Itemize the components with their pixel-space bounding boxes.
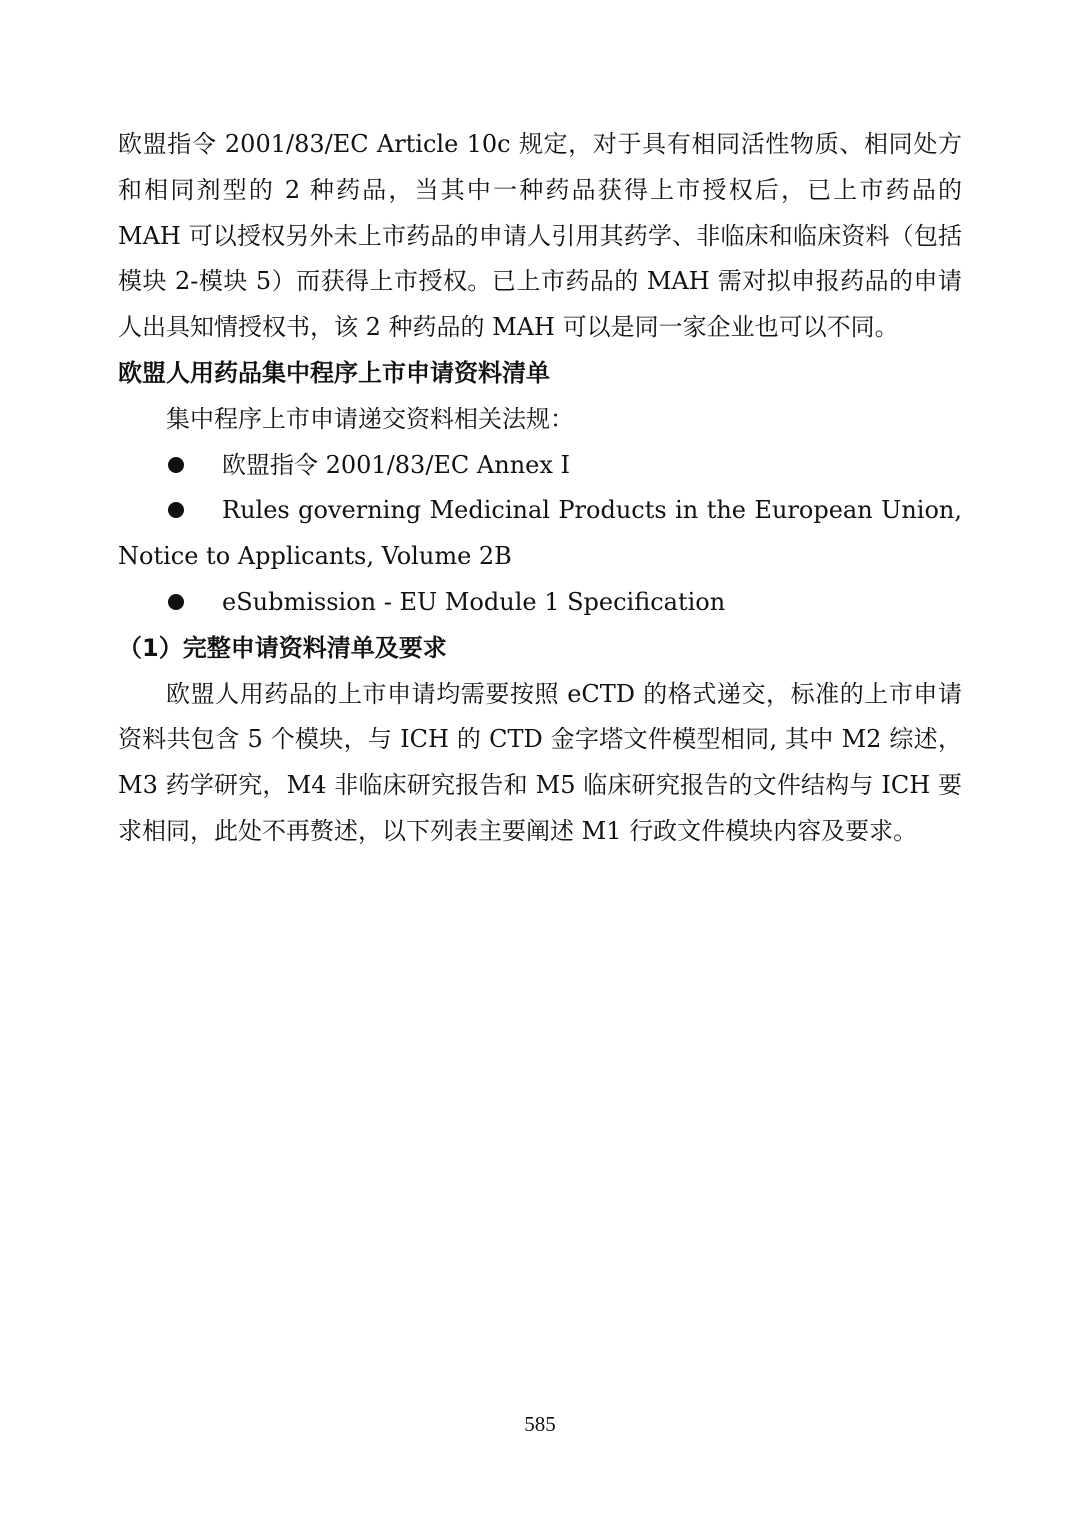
bullet-item-directive-annex xyxy=(118,443,962,489)
bullet-dot-icon xyxy=(168,502,184,518)
paragraph-article-10c: 欧盟指令 2001/83/EC Article 10c 规定，对于具有相同活性物质、相同处方和相同剂型的 2 种药品，当其中一种药品获得上市授权后，已上市药品的 MAH 可以授权另外未上市药品的申请人引用其药学、非临床和临床资料（包括模块 2-模块 5）而获得上市授权。已上市药品的 MAH 需对拟申报药品的申请人出具知情授权书，该 2 种药品的 MAH 可以是同一家企业也可以不同。 xyxy=(118,130,962,342)
bullet-dot-icon xyxy=(168,594,184,610)
bullet-dot-icon xyxy=(168,457,184,473)
section-heading-centralized-procedure: 欧盟人用药品集中程序上市申请资料清单 xyxy=(118,358,550,387)
bullet-text: 欧盟指令 2001/83/EC Annex I xyxy=(222,450,571,479)
bullet-item-esubmission xyxy=(118,580,962,626)
bullet-item-notice-to-applicants xyxy=(118,488,962,580)
subsection-heading-full-application: （1）完整申请资料清单及要求 xyxy=(118,633,447,662)
bullet-text: eSubmission - EU Module 1 Specification xyxy=(222,587,726,616)
page-number: 585 xyxy=(524,1412,556,1436)
bullet-text: Rules governing Medicinal Products in the European Union, Notice to Applicants, Volume 2B xyxy=(118,496,962,571)
regulations-intro: 集中程序上市申请递交资料相关法规： xyxy=(166,404,574,433)
page-content xyxy=(118,122,962,855)
paragraph-ectd-modules: 欧盟人用药品的上市申请均需要按照 eCTD 的格式递交，标准的上市申请资料共包含 5 个模块，与 ICH 的 CTD 金字塔文件模型相同, 其中 M2 综述，M3 药学研究，M4 非临床研究报告和 M5 临床研究报告的文件结构与 ICH 要求相同，此处不再赘述，以下列表主要阐述 M1 行政文件模块内容及要求。 xyxy=(118,679,962,845)
